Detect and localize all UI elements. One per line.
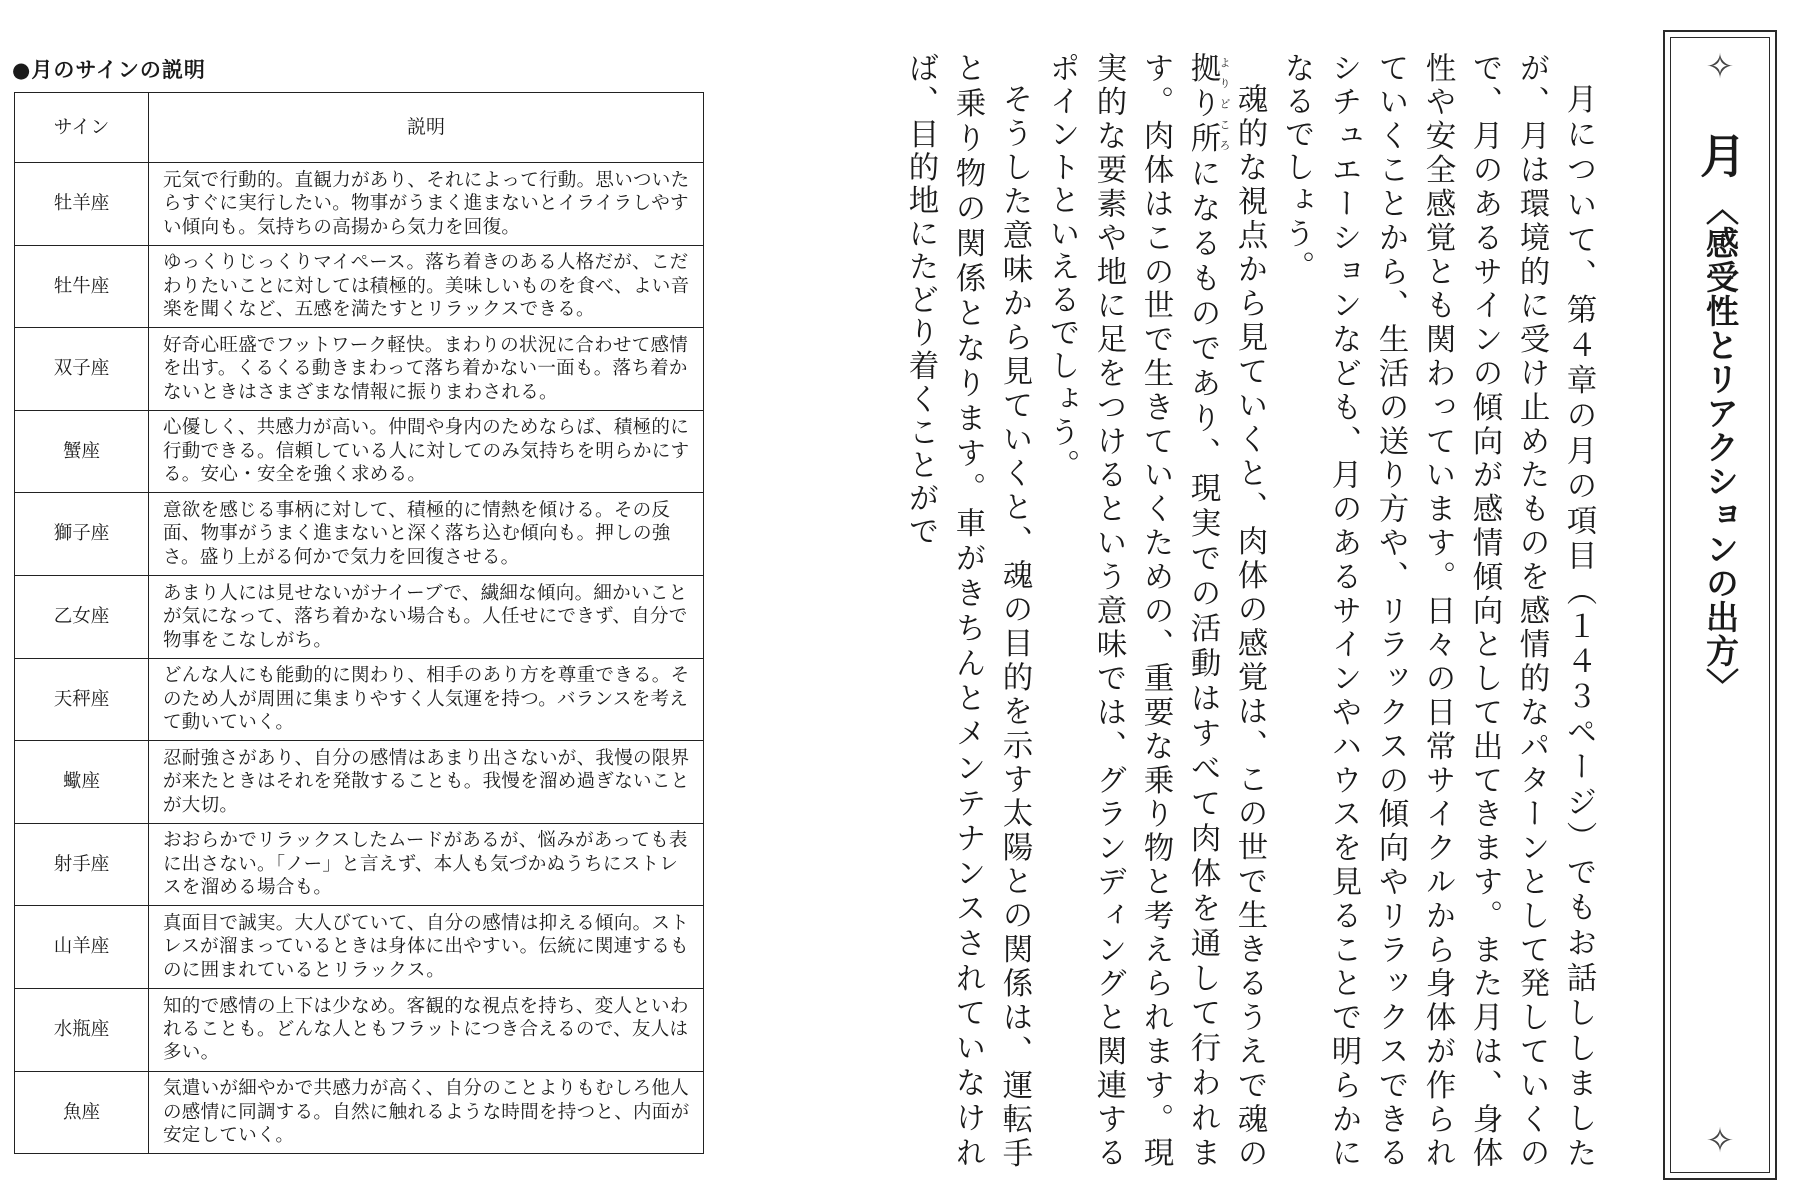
- table-row: [15, 575, 704, 658]
- table-row: [15, 245, 704, 328]
- sign-name: 蟹座: [15, 410, 149, 493]
- table-row: [15, 906, 704, 989]
- sign-description: どんな人にも能動的に関わり、相手のあり方を尊重できる。そのため人が周囲に集まりやすく人気運を持つ。バランスを考えて動いていく。: [149, 658, 704, 741]
- table-header-row: [15, 93, 704, 163]
- sign-name: 双子座: [15, 328, 149, 411]
- sparkle-icon: ✧: [1705, 1121, 1735, 1161]
- sign-name: 乙女座: [15, 575, 149, 658]
- sign-description: 元気で行動的。直観力があり、それによって行動。思いついたらすぐに実行したい。物事がうまく進まないとイライラしやすい傾向も。気持ちの高揚から気力を回復。: [149, 163, 704, 246]
- ruby-base: 拠り所: [1185, 52, 1220, 157]
- heading-subtitle: 〈感受性とリアクションの出方〉: [1701, 192, 1740, 702]
- paragraph: 月について、第４章の月の項目（１４３ページ）でもお話ししましたが、月は環境的に受け止めたものを感情的なパターンとして発していくので、月のあるサインの傾向が感情傾向として出てきます。また月は、身体性や安全感覚とも関わっています。日々の日常サイクルから身体が作られていくことから、生活の送り方や、リラックスの傾向やリラックスできるシチュエーションなども、月のあるサインやハウスを見ることで明らかになるでしょう。: [1279, 52, 1596, 1170]
- table-row: [15, 741, 704, 824]
- heading-frame: [1663, 30, 1777, 1180]
- sign-description: 心優しく、共感力が高い。仲間や身内のためならば、積極的に行動できる。信頼している人に対してのみ気持ちを明らかにする。安心・安全を強く求める。: [149, 410, 704, 493]
- sign-description: あまり人には見せないがナイーブで、繊細な傾向。細かいことが気になって、落ち着かない場合も。人任せにできず、自分で物事をこなしがち。: [149, 575, 704, 658]
- sign-description: 好奇心旺盛でフットワーク軽快。まわりの状況に合わせて感情を出す。くるくる動きまわって落ち着かない一面も。落ち着かないときはさまざまな情報に振りまわされる。: [149, 328, 704, 411]
- sign-name: 水瓶座: [15, 988, 149, 1071]
- sign-description: おおらかでリラックスしたムードがあるが、悩みがあっても表に出さない。「ノー」と言えず、本人も気づかぬうちにストレスを溜める場合も。: [149, 823, 704, 906]
- sparkle-icon: ✧: [1705, 47, 1735, 87]
- sign-description: 知的で感情の上下は少なめ。客観的な視点を持ち、変人といわれることも。どんな人ともフラットにつき合えるので、友人は多い。: [149, 988, 704, 1071]
- column-header-sign: サイン: [15, 93, 149, 163]
- heading: [1687, 132, 1753, 702]
- sign-name: 射手座: [15, 823, 149, 906]
- column-header-description: 説明: [149, 93, 704, 163]
- table-row: [15, 493, 704, 576]
- sign-description: 忍耐強さがあり、自分の感情はあまり出さないが、我慢の限界が来たときはそれを発散することも。我慢を溜め過ぎないことが大切。: [149, 741, 704, 824]
- sign-description: 気遣いが細やかで共感力が高く、自分のことよりもむしろ他人の感情に同調する。自然に触れるような時間を持つと、内面が安定していく。: [149, 1071, 704, 1154]
- table-row: [15, 823, 704, 906]
- sign-name: 獅子座: [15, 493, 149, 576]
- table-row: [15, 988, 704, 1071]
- sign-name: 蠍座: [15, 741, 149, 824]
- sign-description: 意欲を感じる事柄に対して、積極的に情熱を傾ける。その反面、物事がうまく進まないと深く落ち込む傾向も。押しの強さ。盛り上がる何かで気力を回復させる。: [149, 493, 704, 576]
- paragraph: [1038, 52, 1273, 1170]
- sign-description: ゆっくりじっくりマイペース。落ち着きのある人格だが、こだわりたいことに対しては積極的。美味しいものを食べ、よい音楽を聞くなど、五感を満たすとリラックスできる。: [149, 245, 704, 328]
- sign-name: 山羊座: [15, 906, 149, 989]
- sign-name: 魚座: [15, 1071, 149, 1154]
- sign-name: 牡羊座: [15, 163, 149, 246]
- paragraph-text: になるものであり、現実での活動はすべて肉体を通して行われます。肉体はこの世で生きていくための、重要な乗り物と考えられます。現実的な要素や地に足をつけるという意味では、グランディングと関連するポイントといえるでしょう。: [1044, 52, 1220, 1170]
- table-row: [15, 163, 704, 246]
- paragraph: そうした意味から見ていくと、魂の目的を示す太陽との関係は、運転手と乗り物の関係となります。車がきちんとメンテナンスされていなければ、目的地にたどり着くことがで: [903, 52, 1032, 1170]
- ruby-annotation: [1185, 52, 1231, 157]
- table-row: [15, 328, 704, 411]
- table-row: [15, 1071, 704, 1154]
- sign-name: 牡牛座: [15, 245, 149, 328]
- paragraph-text: 魂的な視点から見ていくと、肉体の感覚は、この世で生きるうえで魂の: [1232, 82, 1267, 1170]
- body-text: [903, 52, 1602, 1170]
- table-row: [15, 410, 704, 493]
- ruby-reading: よりどころ: [1218, 52, 1231, 156]
- table-title: ●月のサインの説明: [12, 58, 206, 82]
- sign-description: 真面目で誠実。大人びていて、自分の感情は抑える傾向。ストレスが溜まっているときは身体に出やすい。伝統に関連するものに囲まれているとリラックス。: [149, 906, 704, 989]
- sign-name: 天秤座: [15, 658, 149, 741]
- moon-sign-table: [14, 92, 704, 1154]
- heading-main: 月: [1693, 132, 1747, 178]
- table-row: [15, 658, 704, 741]
